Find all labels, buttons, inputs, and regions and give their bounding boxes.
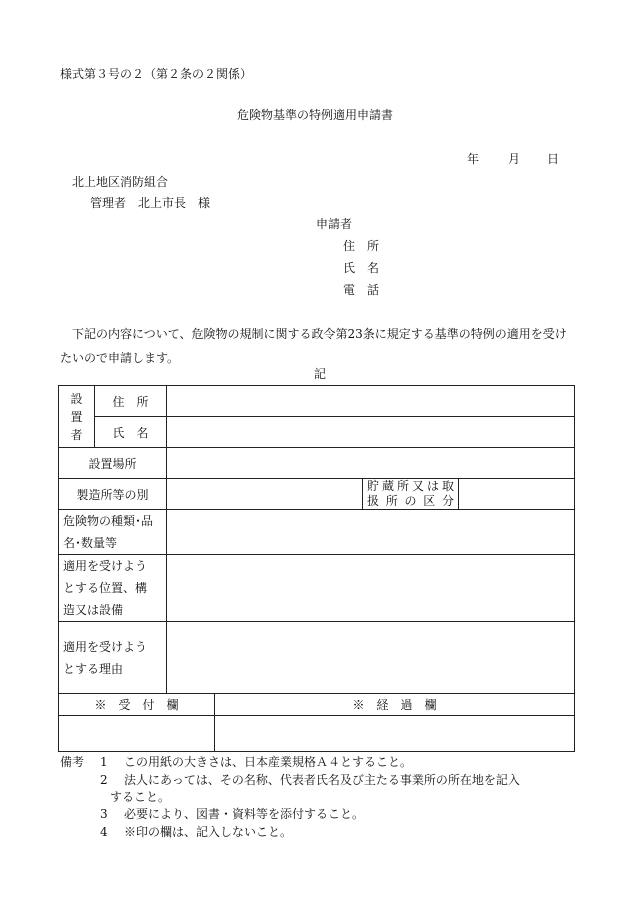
installer-label: 設 置 者 — [59, 386, 95, 448]
location-label: 設置場所 — [59, 448, 167, 479]
application-form-table — [58, 385, 575, 752]
installer-name-field[interactable] — [167, 417, 575, 448]
note-number: 3 — [100, 807, 108, 821]
note-number: 4 — [100, 825, 108, 839]
installer-name-label: 氏 名 — [95, 417, 167, 448]
reception-field — [59, 716, 215, 752]
installer-address-field[interactable] — [167, 386, 575, 417]
storage-category-label: 貯蔵所又は取 扱 所 の 区 分 — [363, 479, 459, 510]
note-text: 法人にあっては、その名称、代表者氏名及び主たる事業所の所在地を記入 — [124, 773, 520, 787]
apply-position-label: 適用を受けよう とする位置、構 造又は設備 — [59, 555, 167, 622]
note-number: 2 — [100, 773, 108, 787]
hazmat-type-field[interactable] — [167, 510, 575, 555]
apply-position-field[interactable] — [167, 555, 575, 622]
installer-address-label: 住 所 — [95, 386, 167, 417]
form-number: 様式第３号の２（第２条の２関係） — [60, 67, 253, 81]
progress-header: ※ 経 過 欄 — [215, 694, 575, 716]
hazmat-type-label: 危険物の種類･品 名･数量等 — [59, 510, 167, 555]
applicant-label: 申請者 — [316, 217, 353, 231]
page-title: 危険物基準の特例適用申請書 — [236, 108, 393, 122]
notes-label: 備考 — [60, 755, 85, 769]
note-text: この用紙の大きさは、日本産業規格Ａ４とすること。 — [124, 755, 413, 769]
progress-field — [215, 716, 575, 752]
date-month-label: 月 — [508, 152, 521, 166]
location-field[interactable] — [167, 448, 575, 479]
request-statement: 下記の内容について、危険物の規制に関する政令第23条に規定する基準の特例の適用を受けたいので申請します。 — [60, 327, 567, 365]
facility-type-field[interactable] — [167, 479, 363, 510]
applicant-phone-label: 電 話 — [343, 283, 380, 297]
date-year-label: 年 — [467, 152, 480, 166]
addressee-organization: 北上地区消防組合 — [72, 175, 169, 189]
apply-reason-field[interactable] — [167, 622, 575, 694]
note-text: 必要により、図書・資料等を添付すること。 — [124, 807, 365, 821]
storage-category-field[interactable] — [459, 479, 575, 510]
addressee-manager: 管理者 北上市長 様 — [90, 196, 211, 210]
apply-reason-label: 適用を受けよう とする理由 — [59, 622, 167, 694]
facility-type-label: 製造所等の別 — [59, 479, 167, 510]
applicant-name-label: 氏 名 — [343, 261, 380, 275]
note-text: すること。 — [110, 790, 171, 804]
note-number: 1 — [100, 755, 108, 769]
ki-heading: 記 — [314, 367, 327, 381]
applicant-address-label: 住 所 — [343, 239, 380, 253]
date-day-label: 日 — [547, 152, 560, 166]
reception-header: ※ 受 付 欄 — [59, 694, 215, 716]
note-text: ※印の欄は、記入しないこと。 — [124, 825, 293, 839]
